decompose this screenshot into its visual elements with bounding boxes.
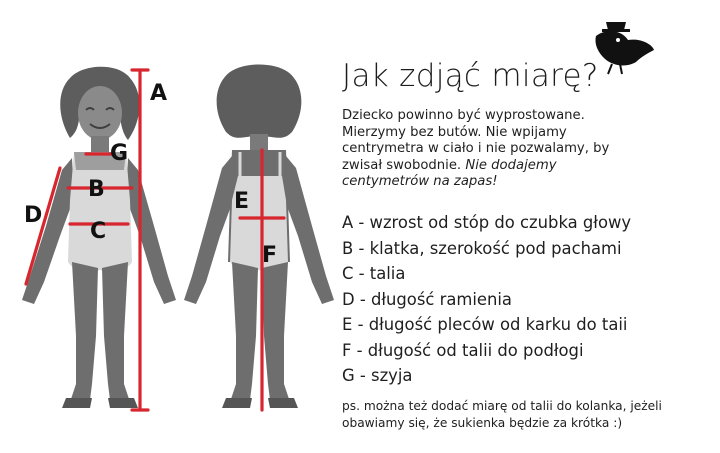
back-hair: [217, 65, 302, 138]
label-e: E: [234, 189, 250, 214]
intro-emphasis: Nie dodajemy centymetrów na zapas!: [342, 157, 557, 190]
back-left-leg: [230, 262, 258, 402]
measurement-legend: [342, 210, 631, 389]
label-d: D: [24, 203, 43, 228]
label-f: F: [262, 243, 278, 268]
bird-with-hat-logo-icon: [595, 22, 654, 74]
front-right-leg: [102, 262, 130, 402]
front-face: [78, 86, 122, 140]
front-left-arm: [22, 158, 74, 304]
legend-item-e: E - długość pleców od karku do taii: [342, 315, 628, 334]
legend-item-f: F - długość od talii do podłogi: [342, 340, 584, 360]
back-right-arm: [284, 156, 334, 304]
legend-item-c: C - talia: [342, 264, 406, 283]
intro-instructions: Dziecko powinno być wyprostowane. Mierzymy bez butów. Nie wpijamy centrymetra w ciało i nie pozwalamy, by zwisał swobodnie.: [342, 108, 610, 173]
back-right-leg: [262, 262, 290, 402]
label-c: C: [90, 219, 107, 244]
back-feet: [222, 398, 298, 408]
front-right-arm: [126, 158, 176, 304]
back-left-arm: [184, 156, 234, 304]
legend-item-g: G - szyja: [342, 366, 413, 385]
legend-item-a: A - wzrost od stóp do czubka głowy: [342, 213, 632, 232]
page-title: Jak zdjąć miarę?: [342, 58, 599, 94]
label-a: A: [150, 81, 168, 106]
front-feet: [62, 398, 138, 408]
legend-item-d: D - długość ramienia: [342, 289, 512, 309]
label-b: B: [88, 177, 105, 202]
child-back-figure-icon: [184, 65, 334, 409]
front-left-leg: [70, 262, 98, 402]
legend-item-b: B - klatka, szerokość pod pachami: [342, 238, 622, 258]
postscript-note: ps. można też dodać miarę od talii do kolanka, jeżeli obawiamy się, że sukienka będzie za krótka :): [342, 399, 662, 430]
label-g: G: [110, 141, 129, 166]
intro-text: [342, 108, 642, 191]
